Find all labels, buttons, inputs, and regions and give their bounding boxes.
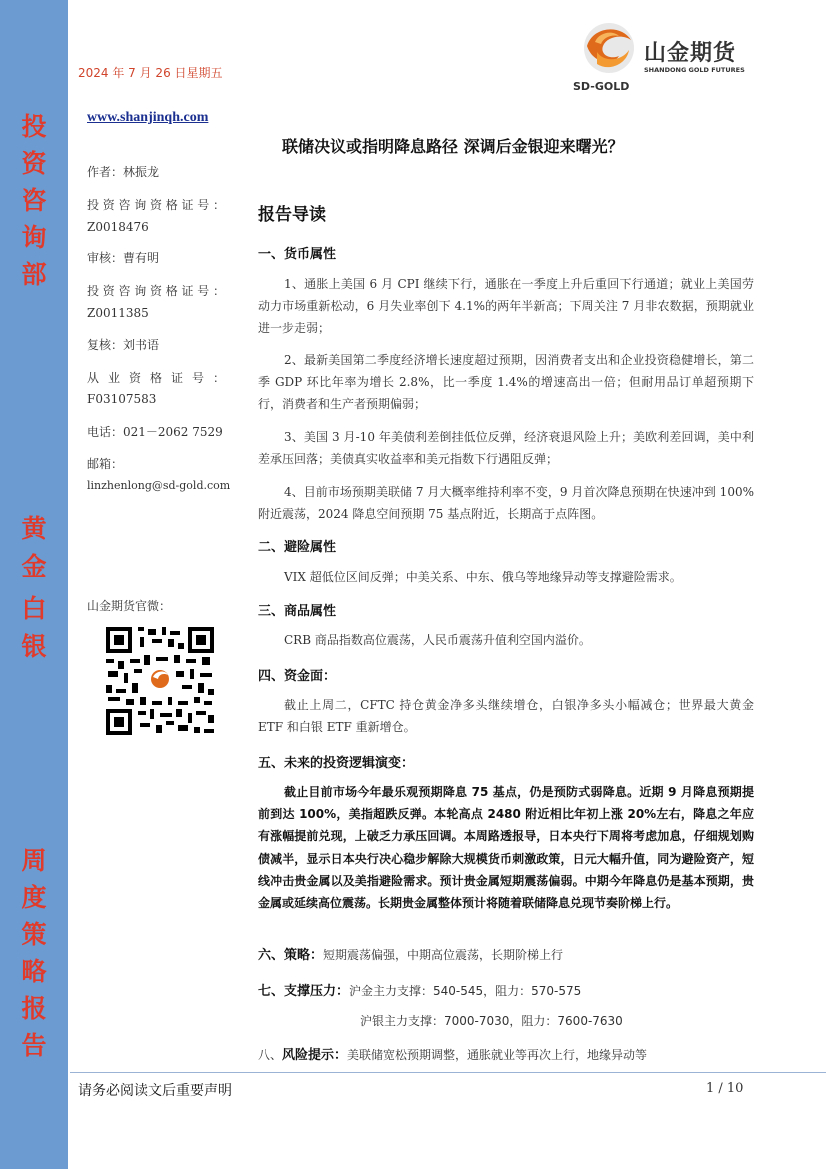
section-8-title: 风险提示：	[282, 1048, 348, 1063]
section-1-para-1: 1、通胀上美国 6 月 CPI 继续下行，通胀在一季度上升后重回下行通道；就业上美国劳动力市场重新松动，6 月失业率创下 4.1%的两年半新高；下周关注 7 月非农数据，预期就业进一步走弱；	[258, 277, 754, 335]
logo-sub-text: SD-GOLD	[573, 80, 630, 93]
section-2-title: 二、避险属性	[258, 540, 337, 555]
report-heading: 报告导读	[258, 205, 326, 225]
logo-company-name: 山金期货	[644, 41, 737, 66]
website-link[interactable]: www.shanjinqh.com	[87, 110, 209, 125]
qr-code	[104, 625, 216, 737]
section-7-silver-row	[360, 1012, 623, 1029]
section-7-gold: 沪金主力支撑：540-545，阻力：570-575	[349, 984, 582, 998]
section-1-para-4: 4、目前市场预期美联储 7 月大概率维持利率不变，9 月首次降息预期在快速冲到 100%附近震荡，2024 降息空间预期 75 基点附近，长期高于点阵图。	[258, 485, 754, 521]
email-label: 邮箱：	[87, 457, 124, 471]
section-2-para: VIX 超低位区间反弹；中美关系、中东、俄乌等地缘异动等支撑避险需求。	[284, 570, 682, 584]
band-group-weekly-report: 周 度 策 略 报 告	[21, 846, 47, 1060]
section-6-title: 六、策略：	[258, 948, 324, 963]
section-8-text: 美联储宽松预期调整，通胀就业等再次上行，地缘异动等	[347, 1048, 648, 1062]
reviewer-cert: Z0011385	[87, 306, 149, 320]
author: 作者：林振龙	[87, 165, 160, 179]
section-8	[258, 1044, 647, 1063]
section-3-title: 三、商品属性	[258, 604, 337, 619]
section-6	[258, 944, 563, 963]
reviewer-cert-label: 投资咨询资格证号：	[87, 284, 225, 298]
section-4-para: 截止上周二，CFTC 持仓黄金净多头继续增仓，白银净多头小幅减仓；世界最大黄金 ETF 和白银 ETF 重新增仓。	[258, 698, 754, 734]
section-5-title: 五、未来的投资逻辑演变：	[258, 756, 415, 771]
section-1-para-2: 2、最新美国第二季度经济增长速度超过预期，因消费者支出和企业投资稳健增长，第二季 GDP 环比年率为增长 2.8%，比一季度 1.4%的增速高出一倍；但耐用品订单超预期下行，消费者和生产者预期偏弱；	[258, 353, 754, 411]
section-7	[258, 980, 581, 999]
section-4-title: 四、资金面：	[258, 669, 337, 684]
section-8-prefix: 八、	[258, 1048, 283, 1062]
section-5-para: 截止目前市场今年最乐观预期降息 75 基点，仍是预防式弱降息。近期 9 月降息预期提前到达 100%，美指超跌反弹。本轮高点 2480 附近相比年初上涨 20%左右，降息之年应有涨幅提前兑现，上破乏力承压回调。本周路透报导，日本央行下周将考虑加息，仔细规划购债减半，显示日本央行决心稳步解除大规模货币刺激政策，日元大幅升值，同为避险资产，短线冲击贵金属以及美指避险需求。预计贵金属短期震荡偏弱。中期今年降息仍是基本预期，贵金属或延续高位震荡。长期贵金属整体预计将随着联储降息兑现节奏阶梯上行。	[258, 785, 754, 911]
section-1-para-3: 3、美国 3 月-10 年美债利差倒挂低位反弹，经济衰退风险上升；美欧利差回调，美中利差承压回落；美债真实收益率和美元指数下行遇阻反弹；	[258, 430, 754, 466]
phone: 电话：021－2062 7529	[87, 425, 223, 439]
report-title: 联储决议或指明降息路径 深调后金银迎来曙光？	[282, 137, 624, 156]
email[interactable]: linzhenlong@sd-gold.com	[87, 479, 231, 492]
section-3-para: CRB 商品指数高位震荡，人民币震荡升值利空国内溢价。	[284, 633, 591, 647]
author-cert-label: 投资咨询资格证号：	[87, 198, 225, 212]
logo-company-en: SHANDONG GOLD FUTURES	[644, 66, 745, 74]
footer-disclaimer: 请务必阅读文后重要声明	[78, 1083, 232, 1099]
footer-divider	[70, 1072, 826, 1073]
reviewer: 审核：曹有明	[87, 251, 160, 265]
section-7-silver: 沪银主力支撑：7000-7030，阻力：7600-7630	[360, 1014, 623, 1028]
practice-cert: F03107583	[87, 392, 157, 406]
section-7-title: 七、支撑压力：	[258, 984, 350, 999]
left-band	[0, 0, 68, 1169]
section-6-text: 短期震荡偏强，中期高位震荡，长期阶梯上行	[323, 948, 564, 962]
report-date: 2024 年 7 月 26 日星期五	[78, 66, 223, 80]
rechecker: 复核：刘书语	[87, 338, 160, 352]
band-group-investment-advisory: 投 资 咨 询 部	[21, 112, 47, 289]
author-cert: Z0018476	[87, 220, 149, 234]
section-1-title: 一、货币属性	[258, 247, 337, 262]
band-group-gold-silver: 黄 金 白 银	[21, 514, 47, 661]
page-number: 1 / 10	[706, 1081, 744, 1096]
practice-cert-label: 从业资格证号：	[87, 371, 225, 385]
wechat-label: 山金期货官微：	[87, 599, 172, 613]
